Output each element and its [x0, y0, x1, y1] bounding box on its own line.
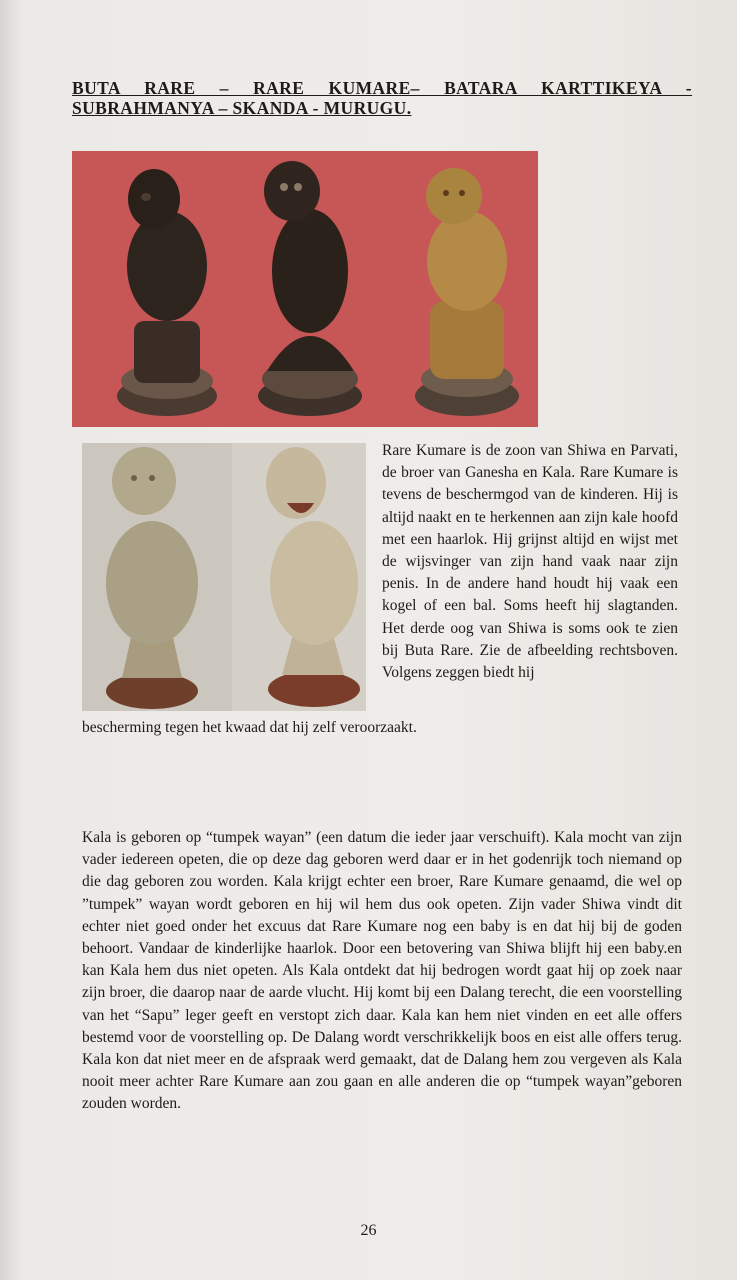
statuettes-illustration-top [72, 151, 538, 427]
story-paragraph: Kala is geboren op “tumpek wayan” (een datum die ieder jaar verschuift). Kala mocht van zijn vader iedereen opeten, die op deze dag geboren werd daar er in het godenrijk toch niemand op die dag geboren zou worden. Kala krijgt echter een broer, Rare Kumare genaamd, die wel op ”tumpek” wayan wordt geboren en hij wil hem dus ook opeten. Zijn vader Shiwa vindt dit echter niet goed onder het excuus dat Rare Kumare nog een baby is en dat hij bij de goden behoort. Vandaar de kinderlijke haarlok. Door een betovering van Shiwa blijft hij een baby.en kan Kala hem dus niet opeten. Als Kala ontdekt dat hij bedrogen wordt gaat hij op zoek naar zijn broer, die daarop naar de aarde vlucht. Hij komt bij een Dalang terecht, die een voorstelling van het “Sapu” leger geeft en verstopt zich daar. Kala kan hem niet vinden en eet alle offers bestemd voor de voorstelling op. De Dalang wordt verschrikkelijk boos en eist alle offers terug. Kala kon dat niet meer en de afspraak werd gemaakt, dat de Dalang hem zou vergeven als Kala nooit meer achter Rare Kumare aan zou gaan en alle anderen die op “tumpek wayan”geboren zouden worden. [82, 829, 682, 1113]
intro-paragraph: Rare Kumare is de zoon van Shiwa en Parvati, de broer van Ganesha en Kala. Rare Kumare is tevens de beschermgod van de kinderen. Hij is altijd naakt en te herkennen aan zijn kale hoofd met een haarlok. Hij grijnst altijd en wijst met de wijsvinger van zijn hand vaak naar zijn penis. In de andere hand houdt hij vaak een kogel of een bal. Soms heeft hij slagtanden. Het derde oog van Shiwa is soms ook te zien bij Buta Rare. Zie de afbeelding rechtsboven. Volgens zeggen biedt hij [382, 442, 678, 682]
heading-line-2: SUBRAHMANYA – SKANDA - MURUGU. [72, 98, 412, 118]
page-heading [72, 78, 692, 118]
heading-line-1: BUTA RARE – RARE KUMARE– BATARA KARTTIKEYA - [72, 78, 692, 98]
intro-paragraph-end: bescherming tegen het kwaad dat hij zelf veroorzaakt. [82, 719, 417, 736]
statuettes-illustration-bottom [82, 443, 366, 711]
statuettes-photo-stone [82, 443, 366, 711]
page-number: 26 [360, 1222, 377, 1239]
statuettes-photo-red [72, 151, 538, 427]
